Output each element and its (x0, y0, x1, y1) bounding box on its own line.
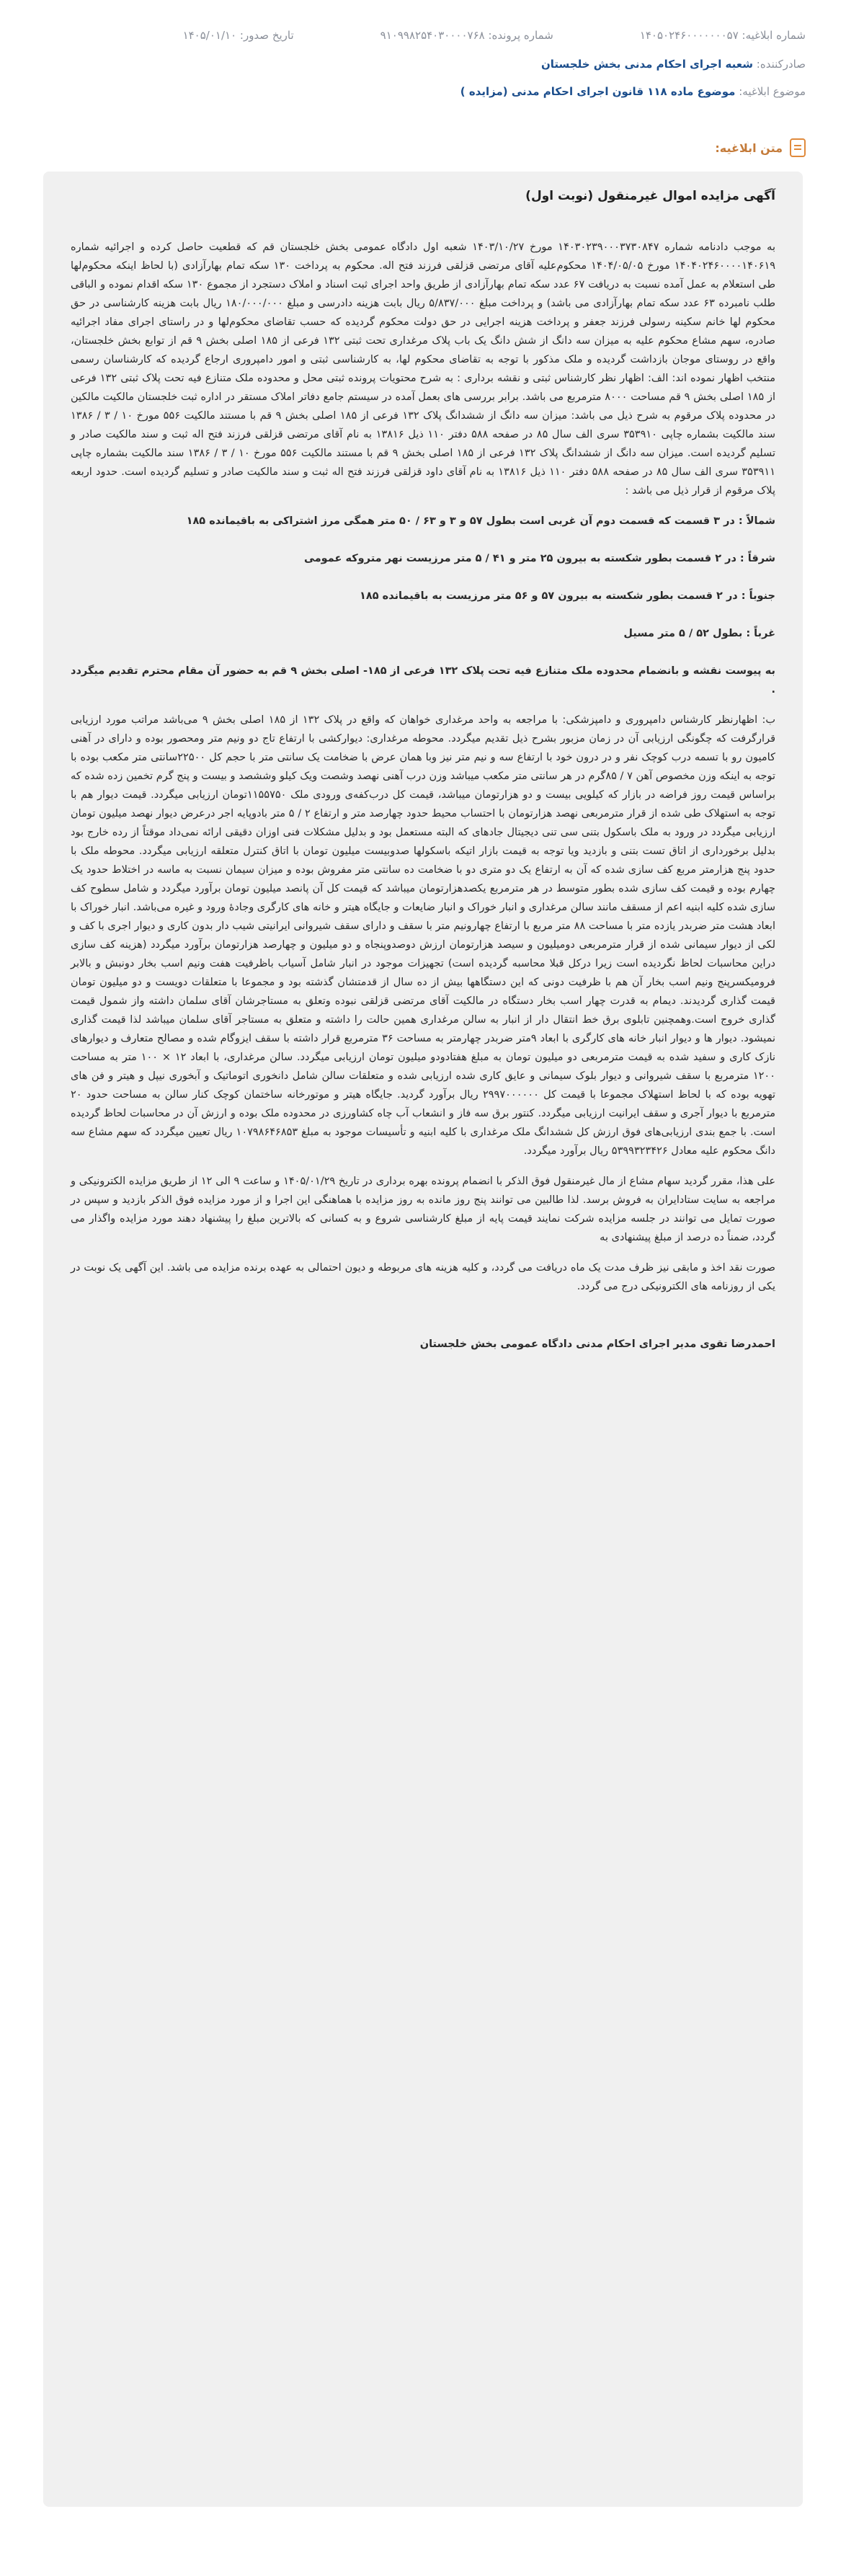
paragraph-appraisal: ب: اظهارنظر کارشناس دامپروری و دامپزشکی: با مراجعه به واحد مرغداری خواهان که واقع در پلاک ۱۳۲ از ۱۸۵ اصلی بخش ۹ می‌باشد مراتب مورد ارزیابی قرارگرفت که چگونگی ارزیابی آن در زمان مزبور بشرح ذیل تقدیم میگردد. محوطه مرغداری: دیوارکشی با ارتفاع تاج دو ونیم متر ومحصور بوده و دارای در آهنی کامیون رو با تسمه درب کوچک نفر و در درون خود با ارتفاع سه و نیم متر نیز وبا همان عرض با ضخامت یک سانتی متر با حجم کل ۲۲۵۰۰سانتی متر مکعب بوده با توجه به اینکه وزن مخصوص آهن ۷ / ۸۵گرم در هر سانتی متر مکعب میباشد وزن درب آهنی نهصد وشصت ویک کیلو وششصد و بیست و پنج گرم تخمین زده شده که براساس قیمت روز فراضه در بازار که کیلویی بیست و دو هزارتومان میباشد، قیمت کل درب‌کفه‌ی ورودی ملک ۱۱۵۵۷۵۰تومان ارزیابی میگردد. قیمت دیوار هم با توجه به استهلاک طی شده از قرار مترمربعی نهصد هزارتومان با احتساب محیط حدود چهارصد متر و ارتفاع ۲ / ۵ متر بادوپایه اجر درعرض دیوار نهصد میلیون تومان ارزیابی میگردد در ورود به ملک باسکول بتنی سی تنی دیجیتال جادهای که البته مستعمل بود و بدلیل مشکلات فنی اوزان دقیقی ارائه نمی‌داد موقتاً از رده خارج بود بدلیل برخورداری از اتاق تست بتنی و بازدید ویا توجه به قیمت بازار اتیکه باسکولها صدوبیست میلیون تومان با اتاق کنترل متعلقه ارزیابی میگردد. محوطه ملک با حدود پنج هزارمتر مربع کف سازی شده که آن به ارتفاع یک دو متری دو با ضخامت ده سانتی متر مفروش بوده و میزان سیمان نسبت به ماسه در اختلاط حدود یک چهارم بوده و قیمت کف سازی شده بطور متوسط در هر مترمربع یکصدهزارتومان میباشد که قیمت کل آن پانصد میلیون تومان برآورد میگردد و شامل سطوح کف سازی شده کلیه ابنیه اعم از مسقف مانند سالن مرغداری و انبار خوراک و انبار ضایعات و جایگاه هیتر و خانه های کارگری وجادهٔ ورود و غیره می‌باشد. انبار خوراک با ابعاد هشت متر ضربدر یازده متر با مساحت ۸۸ متر مربع با ارتفاع چهارونیم متر با سقف و دارای سقف شیروانی ایرانیتی شیب دار بدون کاری و دیوار اجری با کف و لکی از دیوار سیمانی شده از قرار مترمربعی دومیلیون و سیصد هزارتومان ارزش دوصدوپنجاه و دو میلیون و چهارصد هزارتومان برآورد میگردد (هزینه کف سازی دراین محاسبات لحاظ نگردیده است زیرا درکل قبلا محاسبه گردیده است) تجهیزات موجود در انبار شامل آسیاب باظرفیت هفت ونیم اسب بخار دونبش و بالابر فرومیکسرپنج ونیم اسب بخار آن هم با ظرفیت دونی که این دستگاهها بیش از ده سال از قدمتشان گذشته بود و مجموعا با متعلقات دویست و دو میلیون تومان قیمت گذاری گردیدند. دیمام به قدرت چهار اسب بخار دستگاه در مالکیت آقای مرتضی قزلقی نبوده وتعلق به مستاجرشان آقای سلمان داشته واز شمول قیمت گذاری خروج است.وهمچنین تابلوی برق خط انتقال دار از انبار به سالن مرغداری همین حالت را داشته و متعلق به مستاجر آقای سلمان میباشد لذا قیمت گذاری نمیشود. دیوار ها و دیوار انبار خانه های کارگری با ابعاد ۹متر ضربدر چهارمتر به مساحت ۳۶ مترمربع قرار داشته با سقف ایزوگام شده و مصالح متعارف و دیوارهای نازک کاری و سفید شده به قیمت مترمربعی دو میلیون تومان به مبلغ هفتادودو میلیون تومان ارزیابی میگردد. سالن مرغداری، با ابعاد ۱۲ × ۱۰۰ متر به مساحت ۱۲۰۰ مترمربع با سقف شیروانی و دیوار بلوک سیمانی و عایق کاری شده ارزیابی شده و متعلقات سالن شامل دانخوری اتوماتیک و آبخوری نیپل و هیتر و فن های تهویه بوده که با لحاظ استهلاک مجموعا با قیمت کل ۲۹۹۷۰۰۰۰۰۰ ریال برآورد گردید. جایگاه هیتر و موتورخانه ساختمان کوچک کنار سالن به مساحت حدود ۲۰ مترمربع با دیوار آجری و سقف ایرانیت ارزیابی میگردد. کنتور برق سه فاز و انشعاب آب چاه کشاورزی در محدوده ملک بوده و ارزش آن در محاسبات لحاظ گردیده است. با جمع بندی ارزیابی‌های فوق ارزش کل ششدانگ ملک مرغداری با کلیه ابنیه و تأسیسات موجود به مبلغ ۱۰۷۹۸۶۴۶۸۵۳ ریال تعیین میگردد که سهم مشاع سه دانگ محکوم علیه معادل ۵۳۹۹۳۲۳۴۲۶ ریال برآورد میگردد. (71, 714, 776, 1157)
section-title-label: متن ابلاغیه: (715, 141, 783, 155)
issuer-line (40, 58, 806, 76)
notice-header (40, 29, 806, 104)
meta-row (40, 29, 806, 49)
paragraph-intro: به موجب دادنامه شماره ۱۴۰۳۰۲۳۹۰۰۰۳۷۳۰۸۴۷ مورخ ۱۴۰۳/۱۰/۲۷ شعبه اول دادگاه عمومی بخش خلجستان قم که قطعیت حاصل کرده و اجرائیه شماره ۱۴۰۴۰۲۴۶۰۰۰۰۱۴۰۶۱۹ مورخ ۱۴۰۴/۰۵/۰۵ محکوم‌علیه آقای مرتضی قزلقی فرزند فتح اله. محکوم به پرداخت ۱۳۰ سکه تمام بهارآزادی (با لحاظ اینکه محکوم‌لها طی استعلام به عمل آمده نسبت به دریافت ۶۷ عدد سکه تمام بهارآزادی از طریق واحد اجرای ثبت اسناد و املاک دستجرد از مجموع ۱۳۰ سکه اقدام نموده و الباقی طلب نامبرده ۶۳ عدد سکه تمام بهارآزادی می باشد) و پرداخت مبلغ ۵/۸۳۷/۰۰۰ ریال بابت هزینه دادرسی و مبلغ ۱۸۰/۰۰۰/۰۰۰ ریال بابت هزینه کارشناسی در حق محکوم لها خانم سکینه رسولی فرزند جعفر و پرداخت هزینه اجرایی در حق دولت محکوم گردیده که حسب تقاضای محکوم‌لها و در راستای اجرای مفاد اجرائیه صادره، سهم مشاع محکوم علیه به میزان سه دانگ از شش دانگ یک باب پلاک مرغداری تحت ثبتی ۱۳۲ فرعی از ۱۸۵ اصلی بخش ۹ قم از توابع بخش خلجستان، واقع در روستای موجان بازداشت گردیده و ملک مذکور با توجه به تقاضای محکوم لها، به کارشناسی ثبتی و امور دامپروری ارجاع گردیده که کارشناسان رسمی منتخب اظهار نموده اند: الف: اظهار نظر کارشناس ثبتی و نقشه برداری : به شرح محتویات پرونده ثبتی محل و محدوده ملک متنازع فیه تحت پلاک ثبتی ۱۳۲ فرعی از ۱۸۵ اصلی بخش ۹ قم مساحت ۸۰۰۰ مترمربع می باشد. برابر بررسی های بعمل آمده در سیستم جامع دفاتر املاک مستقر در اداره ثبت خلجستان مالکیت مالکین در محدوده پلاک مرقوم به شرح ذیل می باشد: میزان سه دانگ از ششدانگ پلاک ۱۳۲ فرعی از ۱۸۵ اصلی بخش ۹ قم با مستند مالکیت ۵۵۶ مورخ ۱۰ / ۳ / ۱۳۸۶ سند مالکیت بشماره چاپی ۳۵۳۹۱۰ سری الف سال ۸۵ در صفحه ۵۸۸ دفتر ۱۱۰ ذیل ۱۳۸۱۶ به نام آقای مرتضی قزلقی فرزند فتح اله ثبت و سند مالکیت صادر و تسلیم گردیده است. میزان سه دانگ از ششدانگ پلاک ۱۳۲ فرعی از ۱۸۵ اصلی بخش ۹ قم با مستند مالکیت ۵۵۶ مورخ ۱۰ / ۳ / ۱۳۸۶ سند مالکیت بشماره چاپی ۳۵۳۹۱۱ سری الف سال ۸۵ در صفحه ۵۸۸ دفتر ۱۱۰ ذیل ۱۳۸۱۶ به نام آقای داود قزلقی فرزند فتح اله ثبت و سند مالکیت صادر و تسلیم گردیده است. حدود اربعه پلاک مرقوم از قرار ذیل می باشد : (71, 241, 776, 497)
document-icon (790, 138, 806, 157)
notice-heading: آگهی مزایده اموال غیرمنقول (نوبت اول) (525, 189, 775, 203)
notice-date: تاریخ صدور: ۱۴۰۵/۰۱/۱۰ (182, 29, 294, 42)
issuer-label: صادرکننده: (756, 58, 806, 71)
paragraph-terms: صورت نقد اخذ و مابقی نیز ظرف مدت یک ماه دریافت می گردد، و کلیه هزینه های مربوطه و دیون احتمالی به عهده برنده مزایده می باشد. این آگهی یک نوبت در یکی از روزنامه های الکترونیکی درج می گردد. (71, 1262, 775, 1292)
subject-label: موضوع ابلاغیه: (739, 85, 806, 98)
boundary-north: شمالاً : در ۳ قسمت که قسمت دوم آن غربی است بطول ۵۷ و ۳ و ۶۳ / ۵۰ متر همگی مرز اشتراکی به باقیمانده ۱۸۵ (186, 515, 775, 527)
map-attachment-note: به پیوست نقشه و بانضمام محدوده ملک متنازع فیه تحت پلاک ۱۳۲ فرعی از ۱۸۵- اصلی بخش ۹ قم به حضور آن مقام محترم تقدیم میگردد . (71, 665, 775, 696)
case-number: شماره پرونده: ۹۱۰۹۹۸۲۵۴۰۳۰۰۰۰۷۶۸ (380, 29, 553, 42)
subject-value: موضوع ماده ۱۱۸ قانون اجرای احکام مدنی (مزایده ) (460, 85, 736, 98)
issuer-value: شعبه اجرای احکام مدنی بخش خلجستان (541, 58, 753, 71)
section-title (715, 138, 806, 157)
notice-number: شماره ابلاغیه: ۱۴۰۵۰۲۴۶۰۰۰۰۰۰۰۵۷ (639, 29, 806, 42)
boundary-west: غرباً : بطول ۵۲ / ۵ متر مسیل (623, 628, 775, 639)
boundary-east: شرقاً : در ۲ قسمت بطور شکسته به بیرون ۲۵ متر و ۴۱ / ۵ متر مرزیست نهر متروکه عمومی (304, 553, 775, 564)
subject-line (40, 85, 806, 104)
notice-body (43, 172, 803, 2507)
signature: احمدرضا تقوی مدیر اجرای احکام مدنی دادگاه عمومی بخش خلجستان (419, 1338, 775, 1350)
boundary-south: جنوباً : در ۲ قسمت بطور شکسته به بیرون ۵۷ و ۵۶ متر مرزیست به باقیمانده ۱۸۵ (360, 590, 775, 602)
paragraph-auction: علی هذا، مقرر گردید سهام مشاع از مال غیرمنقول فوق الذکر با انضمام پرونده بهره برداری در تاریخ ۱۴۰۵/۰۱/۲۹ و ساعت ۹ الی ۱۲ از طریق مزایده الکترونیکی و مراجعه به سایت ستادایران به فروش برسد. لذا طالبین می توانند پنج روز مانده به روز مزایده با هماهنگی این اجرا و از مورد مزایده فوق الذکر بازدید و سپس در صورت تمایل می توانند در جلسه مزایده شرکت نمایند قیمت پایه از مبلغ کارشناسی شروع و به کسانی که بالاترین مبلغ را پیشنهاد دهند مورد مزایده واگذار می گردد، ضمناً ده درصد از مبلغ پیشنهادی به (71, 1176, 775, 1243)
